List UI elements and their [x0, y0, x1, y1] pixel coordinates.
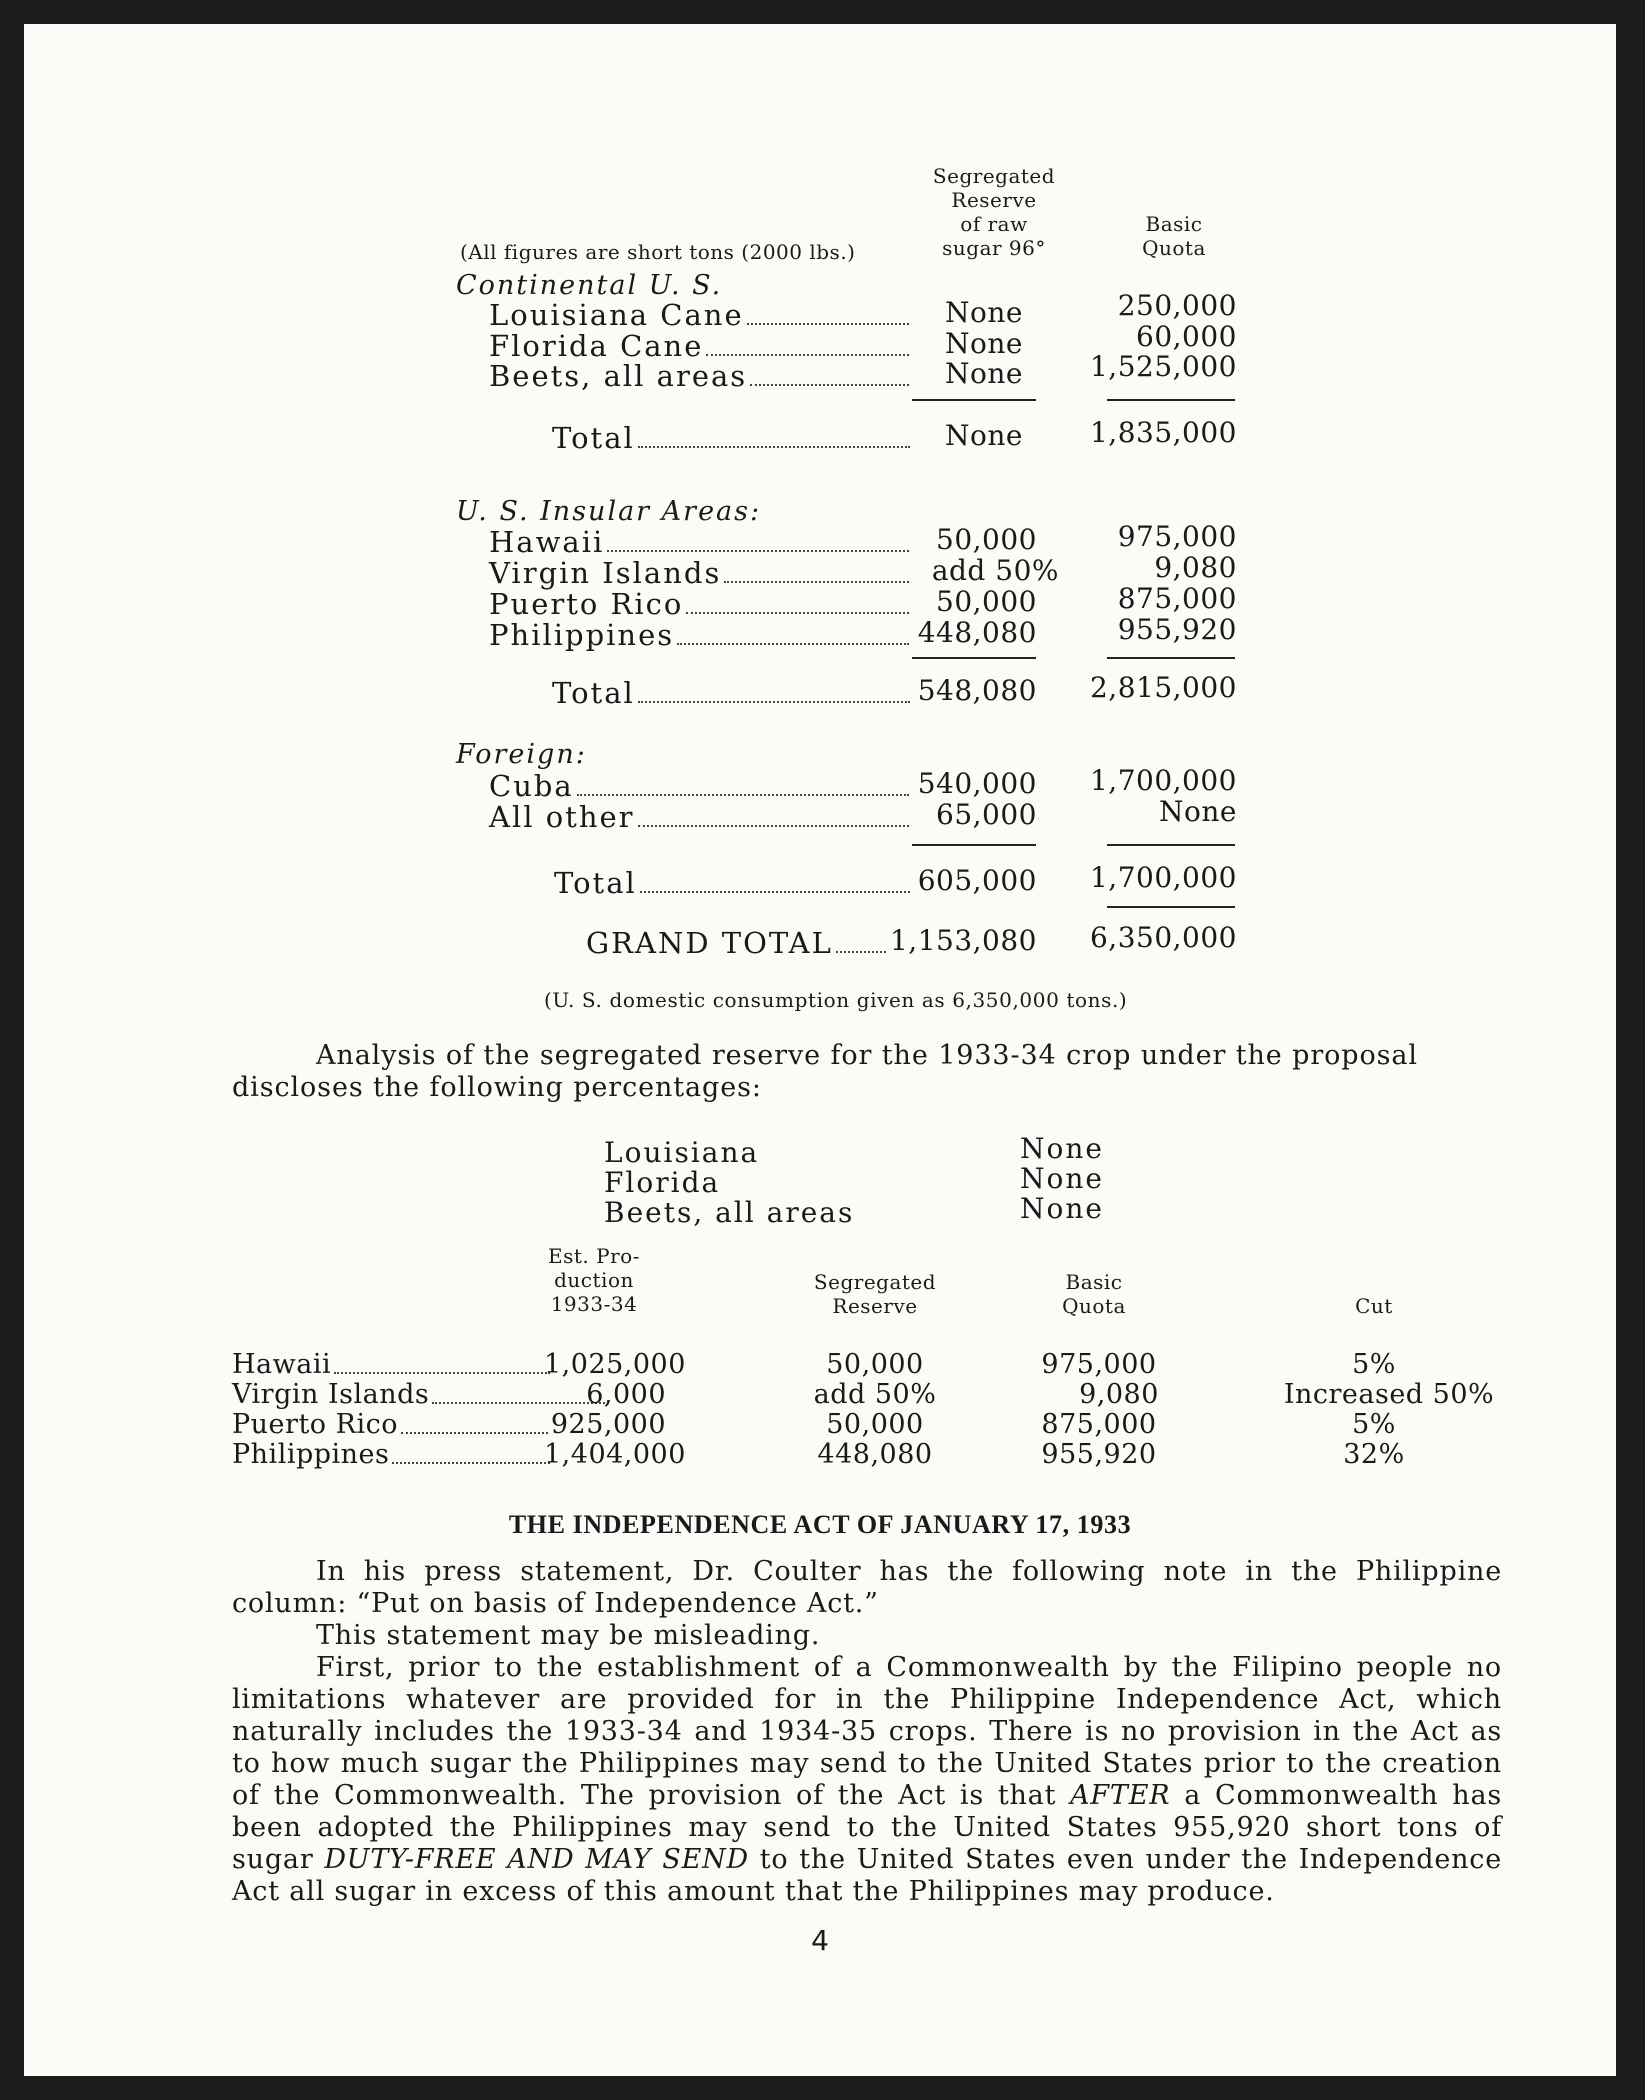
total-label: Total	[552, 676, 912, 710]
analysis-value: None	[1020, 1162, 1104, 1195]
analysis-value: None	[1020, 1132, 1104, 1165]
col-header-quota: Basic Quota	[1142, 212, 1206, 260]
grand-total-rule	[1107, 906, 1235, 908]
table-row-quota: 975,000	[1041, 1349, 1157, 1380]
table-row-label: Puerto Rico	[489, 587, 911, 621]
table-row-label: Cuba	[489, 769, 911, 803]
table-row-production: 1,404,000	[544, 1439, 686, 1470]
table-row-label: All other	[489, 800, 911, 834]
table-row-cut: 5%	[1352, 1349, 1396, 1380]
table-row-reserve: add 50%	[931, 554, 1059, 587]
table-row-quota: 60,000	[1136, 320, 1237, 353]
table-row-cut: 5%	[1352, 1409, 1396, 1440]
total-quota: 1,835,000	[1089, 416, 1237, 449]
paragraph-2: This statement may be misleading.	[316, 1620, 821, 1651]
page-number: 4	[811, 1924, 829, 1957]
grand-total-reserve: 1,153,080	[889, 924, 1037, 957]
analysis-label: Louisiana	[604, 1136, 760, 1169]
table-row-quota: 955,920	[1041, 1439, 1157, 1470]
table-row-quota: 875,000	[1041, 1409, 1157, 1440]
analysis-label: Beets, all areas	[604, 1196, 855, 1229]
table-row-reserve: 50,000	[936, 523, 1037, 556]
subtotal-rule	[912, 657, 1036, 659]
table-row-cut: Increased 50%	[1283, 1379, 1495, 1410]
section-heading-insular: U. S. Insular Areas:	[456, 496, 762, 527]
table-row-quota: 9,080	[1154, 551, 1237, 584]
total-quota: 1,700,000	[1089, 861, 1237, 894]
section-heading-foreign: Foreign:	[456, 739, 587, 770]
total-reserve: 548,080	[917, 674, 1037, 707]
table-row-reserve: 448,080	[817, 1439, 933, 1470]
table-row-quota: None	[1159, 795, 1237, 828]
paragraph-3: First, prior to the establishment of a Commonwealth by the Filipino people no limitations whatever are provided for in the Philippine Independence Act, which naturally includes the 1933-34 and 1934-35 crops. There is no provision in the Act as to how much sugar the Philippines may send to the United States prior to the creation of the Commonwealth. The provision of the Act is that AFTER a Commonwealth has been adopted the Philippines may send to the United States 955,920 short tons of sugar DUTY-FREE AND MAY SEND to the United States even under the Independence Act all sugar in excess of this amount that the Philippines may produce.	[232, 1652, 1503, 1907]
table-row-quota: 955,920	[1117, 613, 1237, 646]
table-row-label: Philippines	[232, 1439, 552, 1470]
subtotal-rule	[1107, 399, 1235, 401]
table-row-production: 6,000	[586, 1379, 666, 1410]
section-title: THE INDEPENDENCE ACT OF JANUARY 17, 1933	[508, 1510, 1132, 1539]
table-row-reserve: 65,000	[936, 798, 1037, 831]
table-row-label: Hawaii	[232, 1349, 552, 1380]
table-footnote: (U. S. domestic consumption given as 6,350,000 tons.)	[544, 988, 1128, 1012]
col-header-reserve: Segregated Reserve	[813, 1270, 937, 1318]
analysis-value: None	[1020, 1192, 1104, 1225]
table-row-reserve: 448,080	[917, 616, 1037, 649]
table-row-reserve: 50,000	[826, 1349, 924, 1380]
table-row-quota: 1,700,000	[1089, 764, 1237, 797]
table-row-label: Hawaii	[489, 525, 911, 559]
table-row-reserve: 50,000	[826, 1409, 924, 1440]
subtotal-rule	[912, 399, 1036, 401]
table-row-label: Virgin Islands	[489, 556, 911, 590]
table-row-quota: 9,080	[1079, 1379, 1159, 1410]
table-row-label: Beets, all areas	[489, 359, 911, 393]
subtotal-rule	[1107, 844, 1235, 846]
table-row-reserve: None	[945, 327, 1023, 360]
subtotal-rule	[1107, 657, 1235, 659]
table-row-reserve: 50,000	[936, 585, 1037, 618]
total-reserve: 605,000	[917, 864, 1037, 897]
col-header-production: Est. Pro- duction 1933-34	[548, 1244, 640, 1316]
table-row-production: 1,025,000	[544, 1349, 686, 1380]
total-label: Total	[554, 866, 912, 900]
table-row-quota: 250,000	[1117, 289, 1237, 322]
table-row-label: Virgin Islands	[232, 1379, 607, 1410]
table-row-quota: 875,000	[1117, 582, 1237, 615]
col-header-cut: Cut	[1355, 1294, 1393, 1318]
table-row-quota: 975,000	[1117, 520, 1237, 553]
table-row-production: 925,000	[550, 1409, 666, 1440]
table-row-cut: 32%	[1343, 1439, 1405, 1470]
table-row-reserve: None	[945, 357, 1023, 390]
col-header-reserve: Segregated Reserve of raw sugar 96°	[932, 164, 1056, 260]
total-label: Total	[552, 421, 912, 455]
emphasis-duty-free: DUTY-FREE AND MAY SEND	[324, 1844, 749, 1875]
section-heading-continental: Continental U. S.	[456, 270, 723, 301]
emphasis-after: AFTER	[1070, 1780, 1171, 1811]
grand-total-quota: 6,350,000	[1089, 921, 1237, 954]
analysis-paragraph: Analysis of the segregated reserve for the 1933-34 crop under the proposal discloses the following percentages:	[232, 1040, 1418, 1103]
table-note: (All figures are short tons (2000 lbs.)	[460, 240, 856, 264]
table-row-reserve: None	[945, 296, 1023, 329]
grand-total-label: GRAND TOTAL	[586, 926, 888, 960]
paragraph-1: In his press statement, Dr. Coulter has the following note in the Philippine column: “Put on basis of Independence Act.”	[232, 1556, 1502, 1619]
analysis-label: Florida	[604, 1166, 721, 1199]
total-reserve: None	[945, 419, 1023, 452]
table-row-reserve: 540,000	[917, 767, 1037, 800]
body-text	[232, 1556, 1502, 1908]
table-row-reserve: add 50%	[813, 1379, 937, 1410]
document-page	[24, 24, 1616, 2076]
table-row-label: Philippines	[489, 618, 911, 652]
table-row-quota: 1,525,000	[1089, 350, 1237, 383]
col-header-quota: Basic Quota	[1062, 1270, 1126, 1318]
total-quota: 2,815,000	[1089, 671, 1237, 704]
subtotal-rule	[912, 844, 1036, 846]
table-row-label: Louisiana Cane	[489, 298, 911, 332]
table-row-label: Puerto Rico	[232, 1409, 550, 1440]
table-row-label: Florida Cane	[489, 329, 911, 363]
